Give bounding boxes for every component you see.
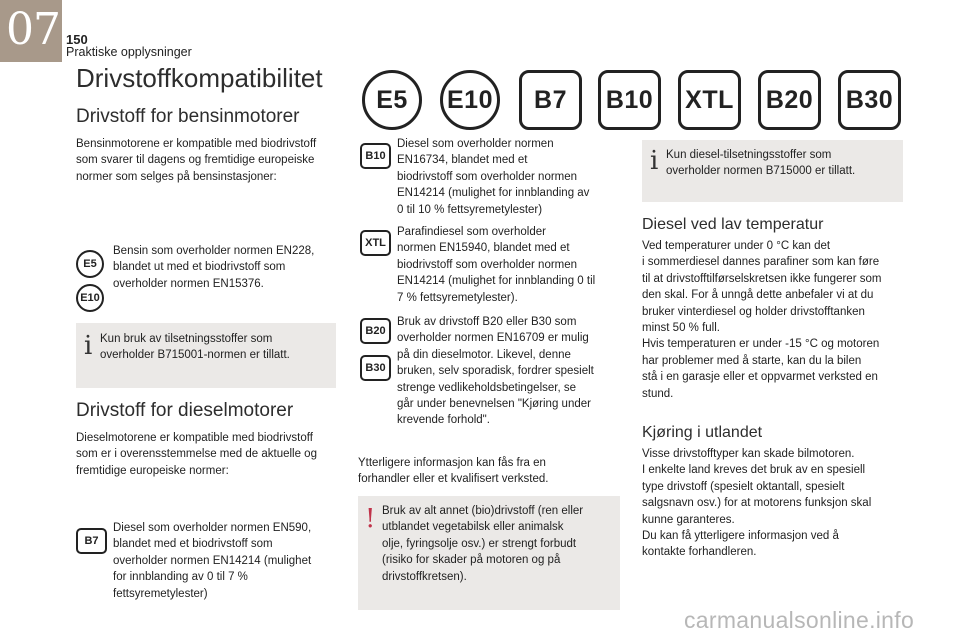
xtl-description: Parafindiesel som overholder normen EN15940, blandet med et biodrivstoff som overholder normen EN14214 (mulighet for innblanding 0 til 7 % fettsyremetylester). — [397, 226, 596, 304]
section-name: Praktiske opplysninger — [66, 45, 192, 59]
petrol-intro: Bensinmotorene er kompatible med biodrivstoff som svarer til dagens og fremtidige europeiske normer som selges på bensinstasjoner: — [76, 138, 317, 183]
info-icon: i — [84, 331, 93, 361]
low-temp-text: Ved temperaturer under 0 °C kan det i sommerdiesel dannes parafiner som kan føre til at drivstofftilførselskretsen ikke fungerer som den skal. For å unngå dette anbefaler vi at du bruker vinterdiesel og holder drivstofftanken minst 50 % full. Hvis temperaturen er under -15 °C og motoren har problemer med å starte, kan du la bilen stå i en garasje eller et oppvarmet verksted en stund. — [642, 240, 882, 400]
fuel-label-e10: E10 — [440, 70, 500, 130]
e10-small-label: E10 — [76, 284, 104, 312]
warning-icon: ! — [365, 504, 376, 534]
fuel-label-e5: E5 — [362, 70, 422, 130]
b10-description: Diesel som overholder normen EN16734, blandet med et biodrivstoff som overholder normen EN14214 (mulighet for innblanding av 0 til 10 % fettsyremetylester) — [397, 138, 590, 216]
b10-small-label: B10 — [360, 143, 391, 169]
fuel-label-b7: B7 — [519, 70, 582, 130]
more-info-text: Ytterligere informasjon kan fås fra en forhandler eller et kvalifisert verksted. — [358, 457, 549, 486]
petrol-info-box — [76, 323, 336, 388]
chapter-number: 07 — [6, 4, 60, 55]
xtl-small-label: XTL — [360, 230, 391, 256]
fuel-label-b10: B10 — [598, 70, 661, 130]
e5-small-label: E5 — [76, 250, 104, 278]
diesel-info-text: Kun diesel-tilsetningsstoffer som overholder normen B715000 er tillatt. — [666, 149, 856, 178]
watermark: carmanualsonline.info — [684, 607, 915, 633]
abroad-text: Visse drivstofftyper kan skade bilmotoren. I enkelte land kreves det bruk av en spesiell type drivstoff (spesielt oktantall, spesielt salgsnavn osv.) for at motorens funksjon skal kunne garanteres. Du kan få ytterligere informasjon ved å kontakte forhandleren. — [642, 448, 872, 559]
abroad-heading: Kjøring i utlandet — [642, 424, 763, 441]
page-number: 150 — [66, 32, 88, 47]
petrol-info-text: Kun bruk av tilsetningsstoffer som overholder B715001-normen er tillatt. — [100, 333, 290, 362]
chapter-tab — [0, 0, 62, 62]
fuel-warning-box — [358, 496, 620, 610]
diesel-intro: Dieselmotorene er kompatible med biodrivstoff som er i overensstemmelse med de aktuelle og fremtidige europeiske normer: — [76, 432, 317, 477]
b20-b30-description: Bruk av drivstoff B20 eller B30 som overholder normen EN16709 er mulig på din dieselmotor. Likevel, denne bruken, selv sporadisk, fordrer spesielt strenge vedlikeholdsbetingelser, se går under benevnelsen "Kjøring under krevende forhold". — [397, 316, 594, 427]
fuel-label-xtl: XTL — [678, 70, 741, 130]
fuel-label-row — [362, 70, 907, 130]
petrol-heading: Drivstoff for bensinmotorer — [76, 106, 300, 127]
warning-text: Bruk av alt annet (bio)drivstoff (ren eller utblandet vegetabilsk eller animalsk olje, fyringsolje osv.) er strengt forbudt (risiko for skader på motoren og på drivstoffkretsen). — [382, 505, 584, 583]
info-icon: i — [650, 146, 659, 176]
fuel-label-b30: B30 — [838, 70, 901, 130]
b30-small-label: B30 — [360, 355, 391, 381]
fuel-label-b20: B20 — [758, 70, 821, 130]
b7-description: Diesel som overholder normen EN590, blandet med et biodrivstoff som overholder normen EN14214 (mulighet for innblanding av 0 til 7 % fettsyremetylester) — [113, 522, 312, 600]
low-temp-heading: Diesel ved lav temperatur — [642, 216, 824, 233]
b20-small-label: B20 — [360, 318, 391, 344]
diesel-info-box — [642, 140, 903, 202]
e5-e10-description: Bensin som overholder normen EN228, blandet ut med et biodrivstoff som overholder normen EN15376. — [113, 245, 315, 290]
page-title: Drivstoffkompatibilitet — [76, 63, 323, 93]
diesel-heading: Drivstoff for dieselmotorer — [76, 400, 294, 421]
b7-small-label: B7 — [76, 528, 107, 554]
